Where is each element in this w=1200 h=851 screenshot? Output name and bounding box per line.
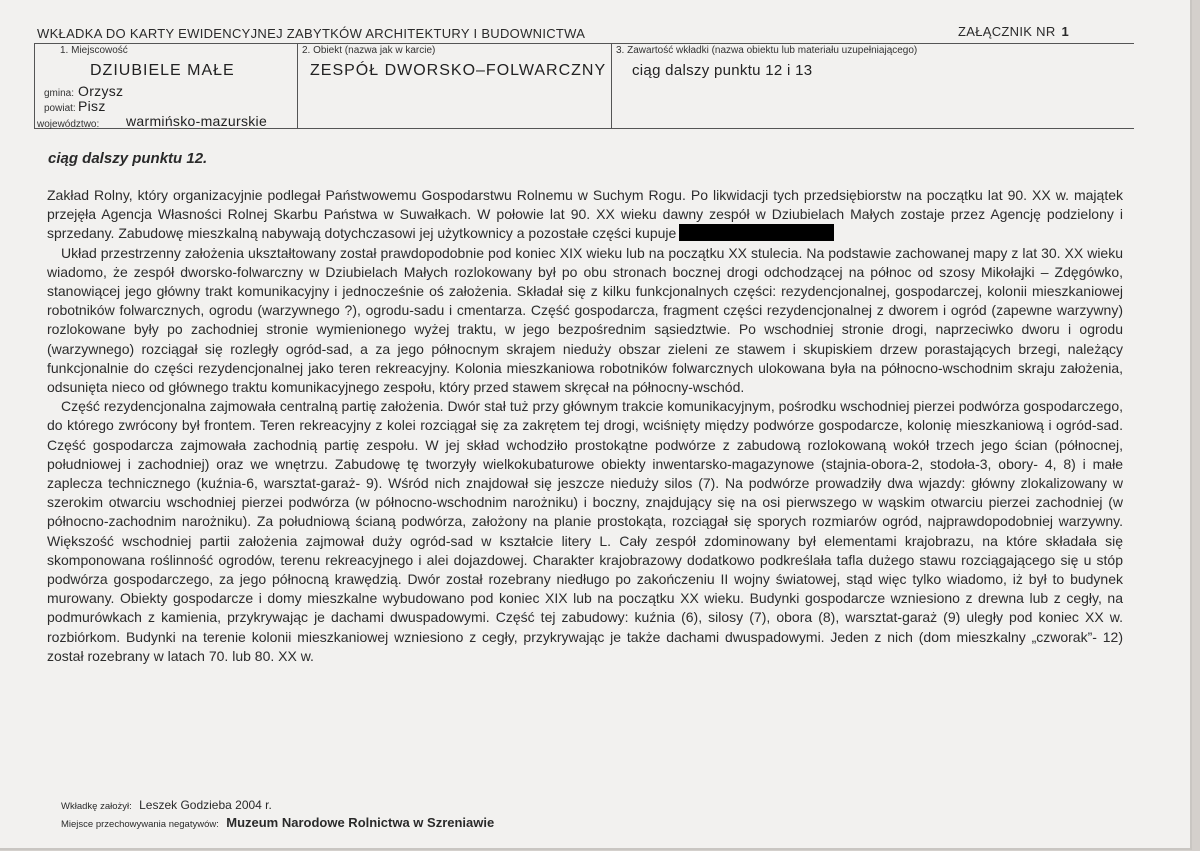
- powiat-value: Pisz: [78, 98, 106, 114]
- paragraph-3: Część rezydencjonalna zajmowała centralną partię założenia. Dwór stał tuż przy głównym trakcie komunikacyjnym, pośrodku wschodniej pierzei podwórza gospodarczego, do którego zwrócony był frontem. Teren rekreacyjny z kolei rozciągał się za zakrętem tej drogi, wciśnięty między podwórze gospodarcze, kolonię mieszkaniową i ogród-sad. Część gospodarcza zajmowała zachodnią partię zespołu. W jej skład wchodziło prostokątne podwórze z zabudową rozlokowaną wokół trzech jego ścian (północnej, południowej i zachodniej) oraz we wnętrzu. Zabudowę tę tworzyły wielkokubaturowe obiekty inwentarsko-magazynowe (stajnia-obora-2, stodoła-3, obory- 4, 8) i małe zaplecza technicznego (kuźnia-6, warsztat-garaż- 9). Wśród nich znajdował się jeszcze nieduży silos (7). Na podwórze prowadziły dwa wjazdy: główny zlokalizowany w szerokim otwarciu wschodniej pierzei podwórza (w północno-wschodnim narożniku) i boczny, znajdujący się na osi pierwszego w wąskim otwarciu pierzei zachodniej (w północno-zachodnim narożniku). Za południową ścianą podwórza, założony na planie prostokąta, rozciągał się sporych rozmiarów ogród, najprawdopodobniej warzywny. Większość wschodniej partii założenia zajmował duży ogród-sad w kształcie litery L. Cały zespół zdominowany był elementami krajobrazu, na które składała się skomponowana roślinność ogrodów, terenu rekreacyjnego i alei dojazdowej. Charakter krajobrazowy dodatkowo podkreślała tafla dużego stawu rozciągającego się u stóp podwórza gospodarczego, za jego północną krawędzią. Dwór został rozebrany niedługo po zakończeniu II wojny światowej, stąd więc tylko wiadomo, iż był to budynek murowany. Obiekty gospodarcze i domy mieszkalne wybudowano pod koniec XIX lub na początku XX wieku. Budynki gospodarcze wzniesiono z drewna lub z cegły, na podmurówkach z kamienia, przykrywając je dachami dwuspadowymi. Część tej zabudowy: kuźnia (6), silosy (7), obora (8), warsztat-garaż (9) uległy pod koniec XX w. rozbiórkom. Budynki na terenie kolonii mieszkaniowej wzniesiono z cegły, przykrywając je także dachami dwuspadowymi. Jeden z nich (dom mieszkalny „czworak”- 12) został rozebrany w latach 70. lub 80. XX w.: [47, 398, 1123, 664]
- contents-label: 3. Zawartość wkładki (nazwa obiektu lub materiału uzupełniającego): [616, 45, 918, 56]
- wojewodztwo-value: warmińsko-mazurskie: [126, 113, 268, 129]
- annex-text: ZAŁĄCZNIK NR: [958, 24, 1056, 39]
- document-title: WKŁADKA DO KARTY EWIDENCYJNEJ ZABYTKÓW ARCHITEKTURY I BUDOWNICTWA: [37, 26, 586, 41]
- wojewodztwo-label: województwo:: [37, 119, 100, 130]
- header-divider-1: [297, 43, 298, 128]
- author-value: Leszek Godzieba 2004 r.: [139, 798, 272, 812]
- locality-value: DZIUBIELE MAŁE: [90, 62, 235, 79]
- annex-label: [958, 24, 1069, 39]
- contents-value: ciąg dalszy punktu 12 i 13: [632, 62, 813, 79]
- body-text: [47, 186, 1123, 666]
- locality-label: 1. Miejscowość: [60, 45, 128, 56]
- storage-value: Muzeum Narodowe Rolnictwa w Szreniawie: [226, 815, 495, 830]
- author-line: [61, 798, 272, 812]
- paragraph-1-text: Zakład Rolny, który organizacyjnie podlegał Państwowemu Gospodarstwu Rolnemu w Suchym Rogu. Po likwidacji tych przedsiębiorstw na początku lat 90. XX w. majątek przejęła Agencja Własności Rolnej Skarbu Państwa w Suwałkach. W połowie lat 90. XX wieku dawny zespół w Dziubielach Małych zostaje przez Agencję podzielony i sprzedany. Zabudowę mieszkalną nabywają dotychczasowi jej użytkownicy a pozostałe części kupuje: [47, 187, 1123, 242]
- gmina-label: gmina:: [44, 88, 75, 99]
- section-heading: ciąg dalszy punktu 12.: [48, 150, 208, 167]
- object-value: ZESPÓŁ DWORSKO–FOLWARCZNY: [310, 62, 607, 79]
- header-top-rule: [34, 43, 1134, 44]
- paragraph-2: Układ przestrzenny założenia ukształtowany został prawdopodobnie pod koniec XIX wieku lub na początku XX stulecia. Na podstawie zachowanej mapy z lat 30. XX wieku wiadomo, że zespół dworsko-folwarczny w Dziubielach Małych rozlokowany był po obu stronach bocznej drogi odchodzącej na północ od szosy Mikołajki – Zdęgówko, stanowiącej jego główny trakt komunikacyjny i jednocześnie oś założenia. Składał się z kilku funkcjonalnych części: rezydencjonalnej, gospodarczej, kolonii mieszkaniowej robotników folwarcznych, ogrodu (warzywnego ?), ogrodu-sadu i cmentarza. Część gospodarcza, fragment części rezydencjonalnej z dworem i ogród (zapewne warzywny) rozlokowane były po zachodniej stronie wymienionego wyżej traktu, w jego bezpośrednim sąsiedztwie. Po wschodniej stronie drogi, naprzeciwko dworu i ogrodu (warzywnego) rozciągał się rozległy ogród-sad, a za jego północnym skrajem nieduży obszar zieleni ze stawem i skupiskiem drzew porastających brzegi, należący funkcjonalnie do części rezydencjonalnej jako teren rekreacyjny. Kolonia mieszkaniowa robotników folwarcznych ulokowana była na północno-wschodnim skraju założenia, odsunięta nieco od głównego traktu komunikacyjnego zespołu, który przed stawem skręcał na północny-wschód.: [47, 244, 1123, 396]
- paragraph-1: [47, 186, 1123, 244]
- header-divider-2: [611, 43, 612, 128]
- storage-line: [61, 815, 494, 830]
- object-label: 2. Obiekt (nazwa jak w karcie): [302, 45, 436, 56]
- author-label: Wkładkę założył:: [61, 801, 132, 812]
- redaction-block: [679, 224, 834, 241]
- annex-number: 1: [1061, 24, 1070, 39]
- gmina-value: Orzysz: [78, 83, 124, 99]
- header-left-rule: [34, 43, 35, 128]
- storage-label: Miejsce przechowywania negatywów:: [61, 819, 219, 830]
- powiat-label: powiat:: [44, 103, 76, 114]
